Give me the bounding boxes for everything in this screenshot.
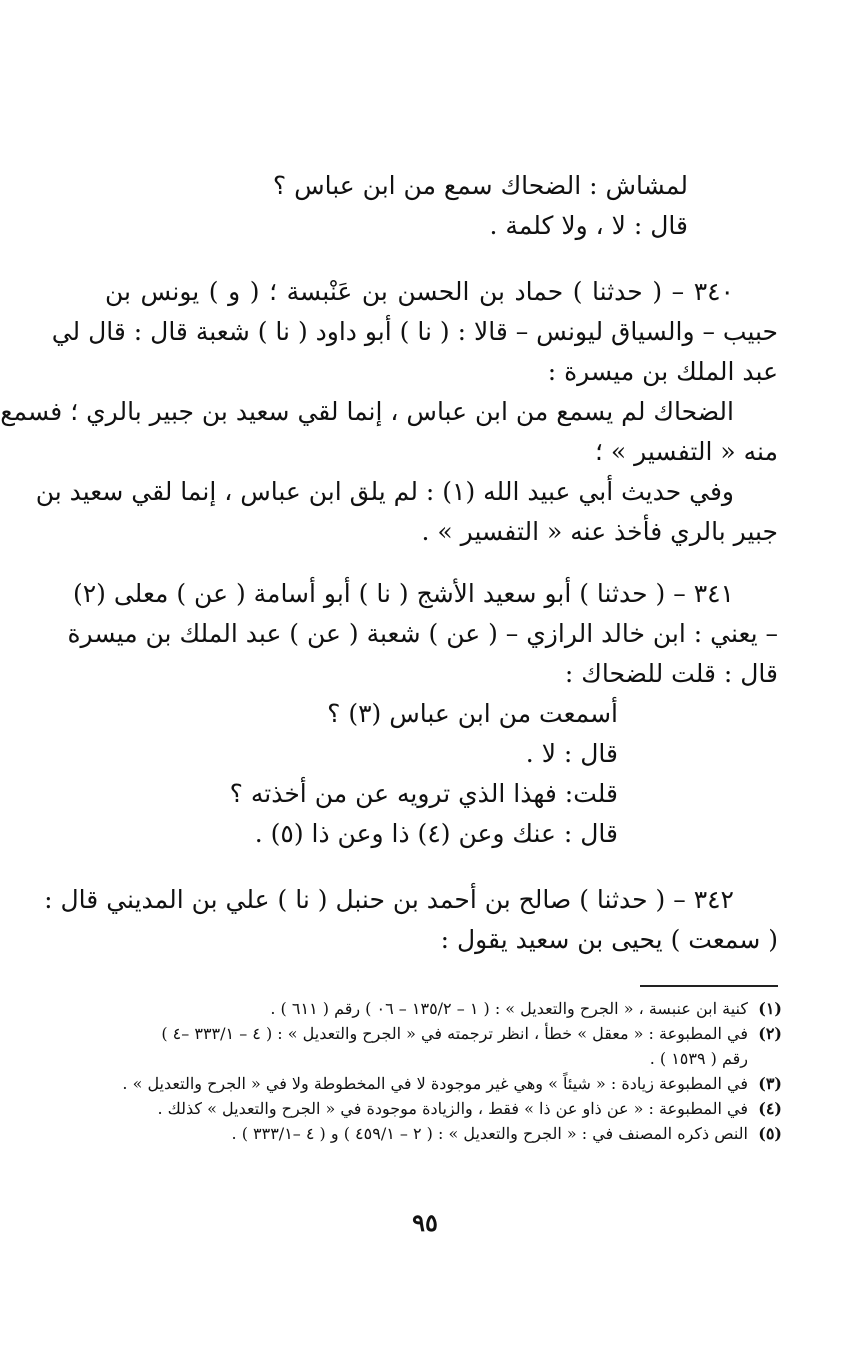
dialogue-line: قلت: فهذا الذي ترويه عن من أخذته ؟ [229, 779, 618, 808]
footnote-2 [95, 1021, 782, 1046]
footnotes [95, 996, 782, 1146]
footnote-text: في المطبوعة زيادة : « شيئاً » وهي غير موجودة لا في المخطوطة ولا في « الجرح والتعديل » . [122, 1074, 748, 1093]
footnote-continuation: رقم ( ١٥٣٩ ) . [649, 1049, 748, 1068]
narration-340-line: جبير بالري فأخذ عنه « التفسير » . [421, 517, 778, 546]
text-line: لمشاش : الضحاك سمع من ابن عباس ؟ [272, 171, 688, 200]
narration-340-line: الضحاك لم يسمع من ابن عباس ، إنما لقي سعيد بن جبير بالري ؛ فسمع [0, 397, 734, 426]
narration-342-line: ٣٤٢ – ( حدثنا ) صالح بن أحمد بن حنبل ( نا ) علي بن المديني قال : [44, 885, 734, 914]
narration-341-line: ٣٤١ – ( حدثنا ) أبو سعيد الأشج ( نا ) أبو أسامة ( عن ) معلى (٢) [72, 579, 734, 608]
footnote-text: في المطبوعة : « معقل » خطأ ، انظر ترجمته في « الجرح والتعديل » : ( ٤ – ٣٣٣/١ –٤ ) [161, 1024, 748, 1043]
narration-340-line: وفي حديث أبي عبيد الله (١) : لم يلق ابن عباس ، إنما لقي سعيد بن [35, 477, 734, 506]
footnote-number: (١) [758, 999, 782, 1018]
page-number: ٩٥ [412, 1208, 438, 1237]
footnote-3 [95, 1071, 782, 1096]
main-text [0, 166, 778, 960]
narration-342-line: ( سمعت ) يحيى بن سعيد يقول : [440, 925, 778, 954]
footnote-1 [95, 996, 782, 1021]
text-line: قال : لا ، ولا كلمة . [489, 211, 688, 240]
narration-340-line: حبيب – والسياق ليونس – قالا : ( نا ) أبو داود ( نا ) شعبة قال : قال لي [51, 317, 778, 346]
narration-340-line: عبد الملك بن ميسرة : [547, 357, 778, 386]
footnote-text: في المطبوعة : « عن ذاو عن ذا » فقط ، والزيادة موجودة في « الجرح والتعديل » كذلك . [157, 1099, 748, 1118]
footnote-4 [95, 1096, 782, 1121]
footnote-5 [95, 1121, 782, 1146]
narration-340-line: ٣٤٠ – ( حدثنا ) حماد بن الحسن بن عَنْبسة ؛ ( و ) يونس بن [105, 277, 734, 306]
footnote-text: النص ذكره المصنف في : « الجرح والتعديل » : ( ٢ – ٤٥٩/١ ) و ( ٤ –٣٣٣/١ ) . [231, 1124, 748, 1143]
narration-340-line: منه « التفسير » ؛ [594, 437, 778, 466]
dialogue-line: أسمعت من ابن عباس (٣) ؟ [327, 699, 618, 728]
footnote-separator [640, 985, 778, 987]
dialogue-line: قال : لا . [525, 739, 618, 768]
footnote-number: (٤) [758, 1099, 782, 1118]
dialogue-line: قال : عنك وعن (٤) ذا وعن ذا (٥) . [254, 819, 618, 848]
narration-341-line: قال : قلت للضحاك : [564, 659, 778, 688]
footnote-number: (٥) [758, 1124, 782, 1143]
narration-341-line: – يعني : ابن خالد الرازي – ( عن ) شعبة ( عن ) عبد الملك بن ميسرة [67, 619, 778, 648]
footnote-number: (٢) [758, 1024, 782, 1043]
footnote-number: (٣) [758, 1074, 782, 1093]
footnote-text: كنية ابن عنبسة ، « الجرح والتعديل » : ( ١ – ١٣٥/٢ – ٠٦ ) رقم ( ٦١١ ) . [270, 999, 748, 1018]
